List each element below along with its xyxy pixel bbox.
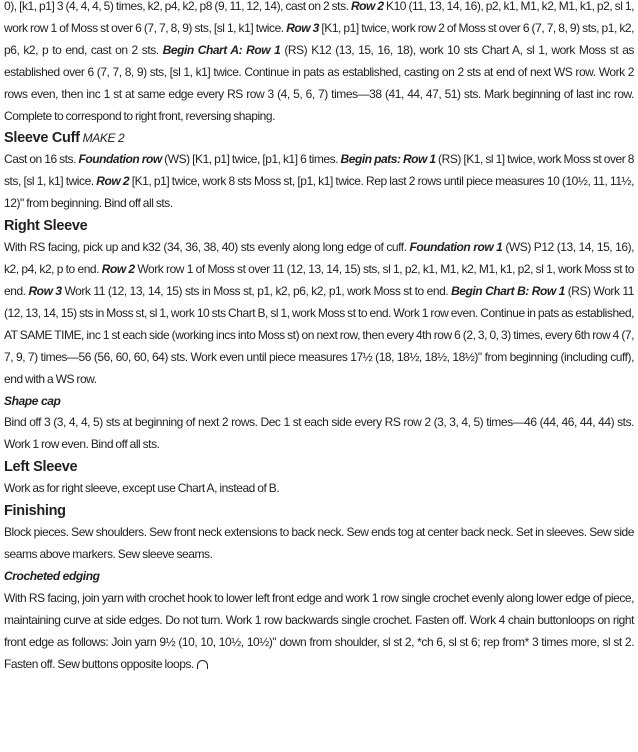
instruction-text: (WS) [K1, p1] twice, [p1, k1] 6 times. [161, 152, 341, 167]
crocheted-edging-instructions: With RS facing, join yarn with crochet hook to lower left front edge and work 1 row single crochet evenly along lower edge of piece, maintaining curve at side edges. Do not turn. Work 1 row backwards single crochet. Fasten off. Work 4 chain buttonloops on right front edge as follows: Join yarn 9½ (10, 10, 10½, 10½)" down from shoulder, sl st 2, *ch 6, sl st 6; rep from* 3 times more, sl st 2. Fasten off. Sew buttons opposite loops. [4, 590, 634, 671]
instruction-text: Cast on 16 sts. [4, 152, 79, 167]
left-sleeve-instructions: Work as for right sleeve, except use Chart A, instead of B. [4, 481, 280, 496]
row-label: Begin pats: Row 1 [340, 152, 436, 167]
row-label: Foundation row 1 [409, 240, 503, 255]
right-sleeve-heading: Right Sleeve [4, 218, 88, 235]
instruction-text: (RS) [K1, sl 1] twice, work Moss st over 8 sts, [sl 1, k1] twice. [4, 152, 634, 189]
crocheted-edging-paragraph [4, 588, 634, 676]
row-label: Begin Chart A: Row 1 [162, 42, 281, 57]
sleeve-cuff-heading [4, 127, 634, 149]
crocheted-edging-subheading: Crocheted edging [4, 568, 100, 583]
sleeve-cuff-instructions [4, 149, 634, 215]
finishing-heading: Finishing [4, 503, 66, 520]
left-sleeve-heading: Left Sleeve [4, 459, 78, 476]
finishing-instructions: Block pieces. Sew shoulders. Sew front neck extensions to back neck. Sew ends tog at center back neck. Set in sleeves. Sew side seams above markers. Sew sleeve seams. [4, 525, 634, 562]
row-label: Row 2 [96, 174, 130, 189]
instruction-text: [K1, p1] twice, work row 2 of Moss st over 6 (7, 7, 8, 9) sts, p1, k2, p6, k2, p to end, cast on 2 sts. [4, 20, 635, 57]
instruction-text: 0), [k1, p1] 3 (4, 4, 4, 5) times, k2, p4, k2, p8 (9, 11, 12, 14), cast on 2 sts. [4, 0, 351, 13]
instruction-text: With RS facing, pick up and k32 (34, 36, 38, 40) sts evenly along long edge of cuff. [4, 240, 410, 255]
instruction-text: [K1, p1] twice, work 8 sts Moss st, [p1, k1] twice. Rep last 2 rows until piece measures 10 (10½, 11, 11½, 12)" from beginning. Bind off all sts. [4, 174, 634, 211]
row-label: Row 2 [101, 262, 135, 277]
row-label: Row 3 [28, 283, 62, 298]
row-label: Row 2 [350, 0, 384, 13]
row-label: Foundation row [78, 152, 162, 167]
end-of-pattern-icon [197, 660, 208, 669]
instruction-text: K10 (11, 13, 14, 16), p2, k1, M1, k2, M1, k1, p2, sl 1, work row 1 of Moss st over 6 (7, 7, 8, 9) sts, [sl 1, k1] twice. [4, 0, 634, 35]
instruction-text: (RS) Work 11 (12, 13, 14, 15) sts in Moss st, sl 1, work 10 sts Chart B, sl 1, work Moss st to end. Work 1 row even. Continue in pats as established, AT SAME TIME, inc 1 st each side (working incs into Moss st) on next row, then every 4th row 6 (2, 3, 0, 3) times, every 6th row 4 (7, 7, 9, 7) times—56 (56, 60, 60, 64) sts. Work even until piece measures 17½ (18, 18½, 18½, 18½)" from beginning (including cuff), end with a WS row. [4, 283, 634, 386]
instruction-text: (WS) P12 (13, 14, 15, 16), k2, p4, k2, p to end. [4, 240, 634, 277]
sleeve-cuff-title: Sleeve Cuff [4, 130, 80, 147]
shape-cap-subheading: Shape cap [4, 393, 61, 408]
sleeve-cuff-note: MAKE 2 [82, 131, 125, 146]
instruction-text: Work row 1 of Moss st over 11 (12, 13, 14, 15) sts, sl 1, p2, k1, M1, k2, M1, k1, p2, sl 1, work Moss st to end. [4, 262, 635, 298]
instruction-text: Work 11 (12, 13, 14, 15) sts in Moss st, p1, k2, p6, k2, p1, work Moss st to end. [61, 283, 452, 298]
row-label: Begin Chart B: Row 1 [451, 283, 565, 298]
left-front-continuation [4, 0, 634, 127]
right-sleeve-instructions [4, 237, 634, 390]
instruction-text: (RS) K12 (13, 15, 16, 18), work 10 sts Chart A, sl 1, work Moss st as established over 6 (7, 7, 8, 9) sts, [sl 1, k1] twice. Continue in pats as established, casting on 2 sts at end of next WS row. Work 2 rows even, then inc 1 st at same edge every RS row 3 (4, 5, 6, 7) times—38 (41, 44, 47, 51) sts. Mark beginning of last inc row. Complete to correspond to right front, reversing shaping. [4, 42, 634, 123]
shape-cap-instructions: Bind off 3 (3, 4, 4, 5) sts at beginning of next 2 rows. Dec 1 st each side every RS row 2 (3, 3, 4, 5) times—46 (44, 46, 44, 44) sts. Work 1 row even. Bind off all sts. [4, 415, 634, 452]
row-label: Row 3 [286, 20, 319, 35]
